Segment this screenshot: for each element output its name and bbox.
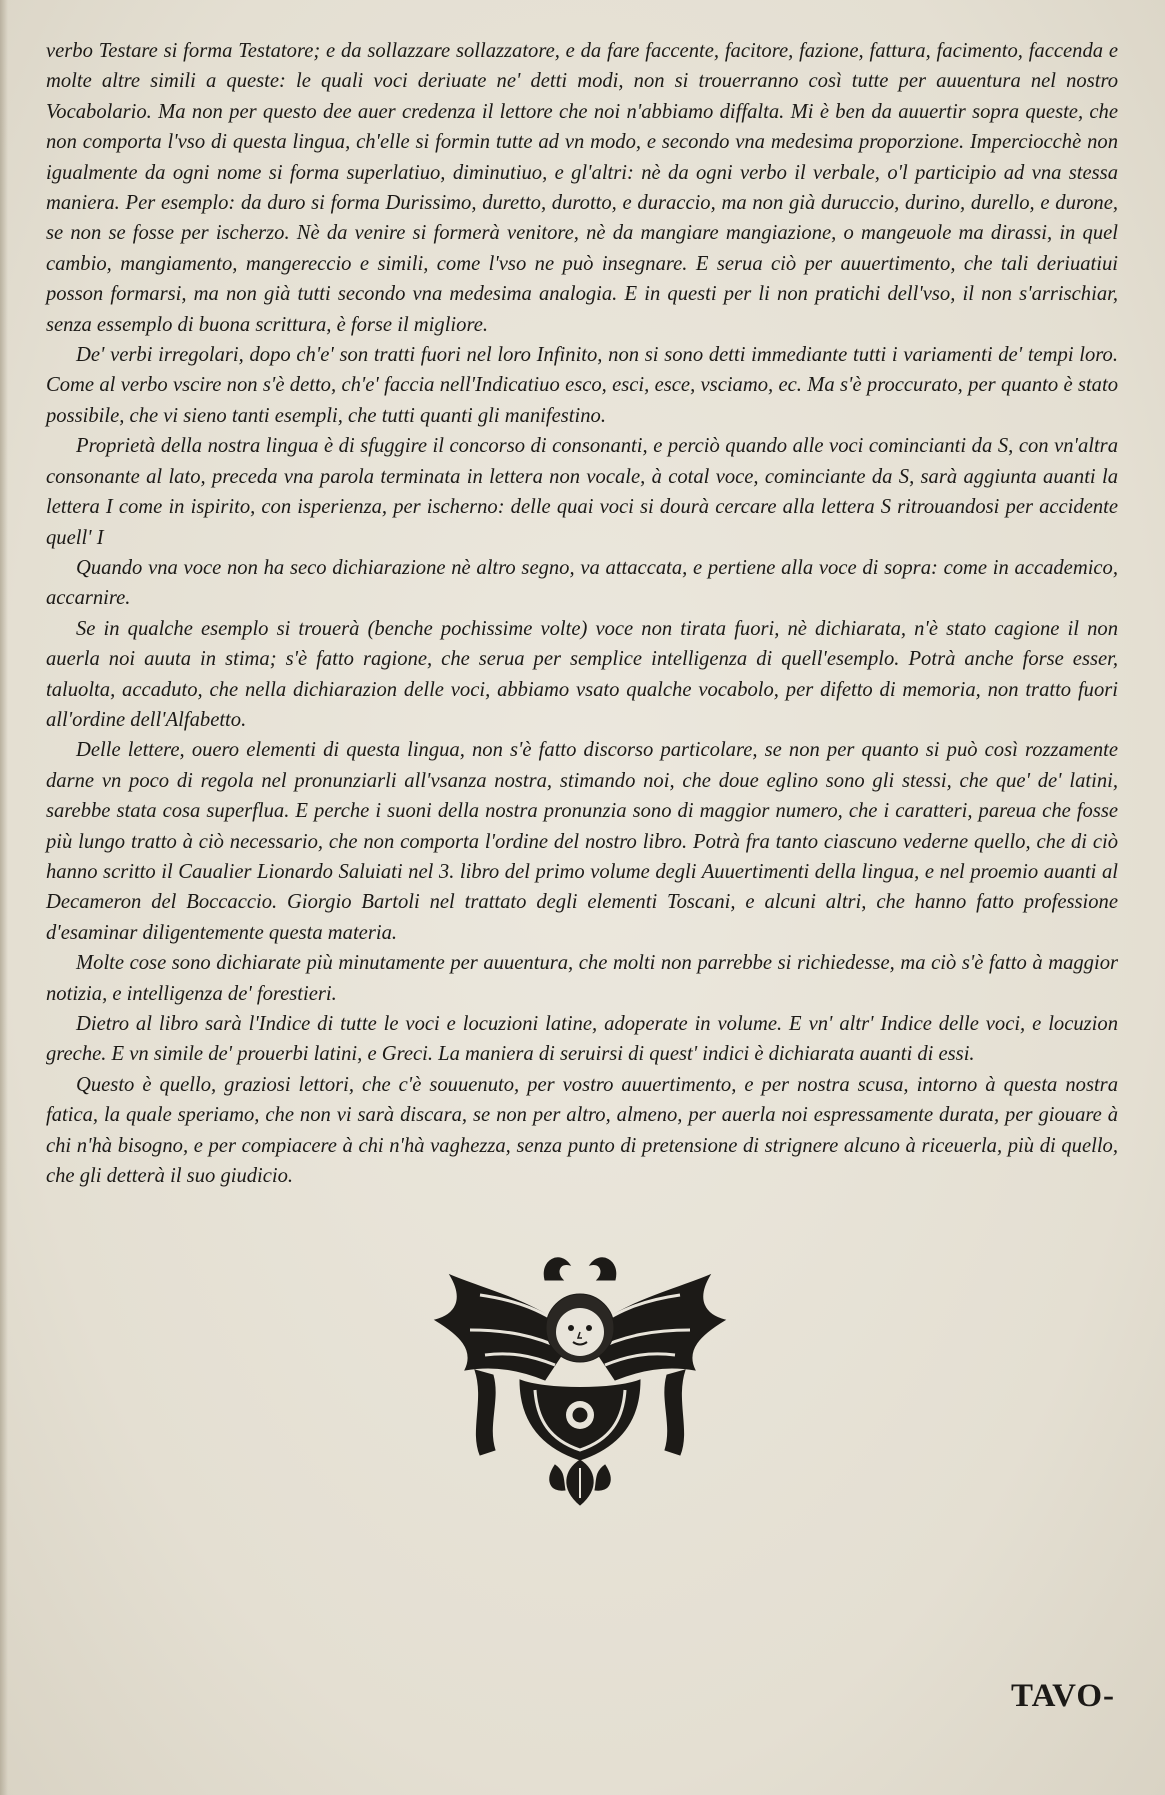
paragraph-letters: Delle lettere, ouero elementi di questa lingua, non s'è fatto discorso particolare, se non per quanto si può così rozzamente darne vn poco di regola nel pronunziarli all'vsanza nostra, stimando noi, che doue eglino sono gli stessi, che que' de' latini, sarebbe stata cosa superflua. E perche i suoni della nostra pronunzia sono di maggior numero, che i caratteri, pareua che fosse più lungo tratto à ciò necessario, che non comporta l'ordine del nostro libro. Potrà fra tanto ciascuno vederne quello, che di ciò hanno scritto il Caualier Lionardo Saluiati nel 3. libro del primo volume degli Auuertimenti della lingua, e nel proemio auanti al Decameron del Boccaccio. Giorgio Bartoli nel trattato degli elementi Toscani, e alcuni altri, che hanno fatto professione d'esaminar diligentemente questa materia.	[46, 739, 1118, 944]
paragraph-examples: Se in qualche esemplo si trouerà (benche pochissime volte) voce non tirata fuori, nè dichiarata, n'è stato cagione il non auerla noi auuta in stima; s'è fatto ragione, che serua per semplice intelligenza di quell'esemplo. Potrà anche forse esser, taluolta, accaduto, che nella dichiarazion delle voci, abbiamo vsato qualche vocabolo, per difetto di memoria, non tratto fuori all'ordine dell'Alfabetto.	[46, 617, 1118, 731]
body-text	[46, 36, 1118, 1191]
cherub-ornament-icon	[425, 1240, 735, 1510]
page-binding-shadow	[0, 0, 8, 1795]
paragraph-no-declaration: Quando vna voce non ha seco dichiarazione nè altro segno, va attaccata, e pertiene alla voce di sopra: come in accademico, accarnire.	[46, 556, 1118, 610]
paragraph-derived-words: verbo Testare si forma Testatore; e da sollazzare sollazzatore, e da fare faccente, facitore, fazione, fattura, facimento, faccenda e molte altre simili a queste: le quali voci deriuate ne' detti modi, non si trouerranno così tutte per auuentura nel nostro Vocabolario. Ma non per questo dee auer credenza il lettore che noi n'abbiamo diffalta. Mi è ben da auuertir sopra queste, che non comporta l'vso di questa lingua, ch'elle si formin tutte ad vn modo, e secondo vna medesima proporzione. Imperciocchè non igualmente da ogni nome si forma superlatiuo, diminutiuo, e gl'altri: nè da ogni verbo il verbale, o'l participio ad vna stessa maniera. Per esemplo: da duro si forma Durissimo, duretto, durotto, e duraccio, ma non già duruccio, durino, durello, e durone, se non se fosse per ischerzo. Nè da venire si formerà venitore, nè da mangiare mangiazione, o mangeuole ma dirassi, in quel cambio, mangiamento, mangereccio e simili, come l'vso ne può insegnare. E serua ciò per auuertimento, che tali deriuatiui posson formarsi, ma non già tutti secondo vna medesima analogia. E in questi per li non pratichi dell'vso, il non s'arrischiar, senza essemplo di buona scrittura, è forse il migliore.	[46, 40, 1118, 336]
paragraph-irregular-verbs: De' verbi irregolari, dopo ch'e' son tratti fuori nel loro Infinito, non si sono detti immediante tutti i variamenti de' tempi loro. Come al verbo vscire non s'è detto, ch'e' faccia nell'Indicatiuo esco, esci, esce, vsciamo, ec. Ma s'è proccurato, per quanto è stato possibile, che vi sieno tanti esempli, che tutti quanti gli manifestino.	[46, 344, 1118, 427]
paragraph-closing: Questo è quello, graziosi lettori, che c'è souuenuto, per vostro auuertimento, e per nostra scusa, intorno à questa nostra fatica, la quale speriamo, che non vi sarà discara, se non per altro, almeno, per auerla noi espressamente durata, per giouare à chi n'hà bisogno, e per compiacere à chi n'hà vaghezza, senza punto di pretensione di strignere alcuno à riceuerla, più di quello, che gli detterà il suo giudicio.	[46, 1073, 1118, 1188]
paragraph-indices: Dietro al libro sarà l'Indice di tutte le voci e locuzioni latine, adoperate in volume. E vn' altr' Indice delle voci, e locuzion greche. E vn simile de' prouerbi latini, e Greci. La maniera di seruirsi di quest' indici è dichiarata auanti di essi.	[46, 1013, 1118, 1066]
catchword: TAVO-	[1011, 1678, 1115, 1714]
paragraph-consonant-rule: Proprietà della nostra lingua è di sfuggire il concorso di consonanti, e perciò quando alle voci comincianti da S, con vn'altra consonante al lato, preceda vna parola terminata in lettera non vocale, à cotal voce, cominciante da S, sarà aggiunta auanti la lettera I come in ispirito, con isperienza, per ischerno: delle quai voci si dourà cercare alla lettera S ritrouandosi per accidente quell' I	[46, 435, 1118, 549]
paragraph-forestieri: Molte cose sono dichiarate più minutamente per auuentura, che molti non parrebbe si richiedesse, ma ciò s'è fatto à maggior notizia, e intelligenza de' forestieri.	[46, 952, 1118, 1005]
